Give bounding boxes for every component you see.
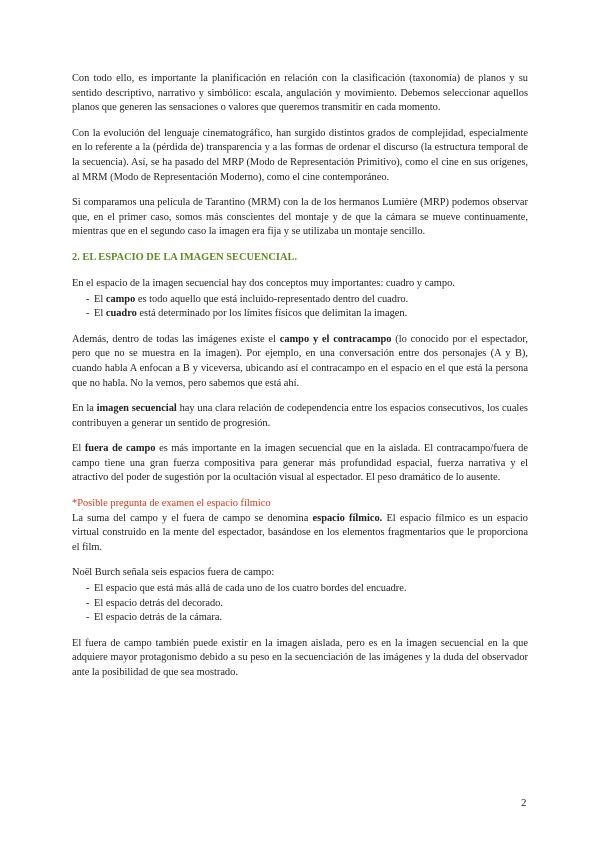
paragraph-imagen-secuencial: En la imagen secuencial hay una clara relación de codependencia entre los espacios consecutivos, los cuales contribuyen a generar un sentido de progresión. — [72, 403, 528, 429]
paragraph-evolucion: Con la evolución del lenguaje cinematográfico, han surgido distintos grados de complejidad, especialmente en lo referente a la (pérdida de) transparencia y a las formas de ordenar el discurso (la estructura temporal de la secuencia). Así, se ha pasado del MRP (Modo de Representación Primitivo), como el cine en sus orígenes, al MRM (Modo de Representación Moderno), como el cine contemporáneo. — [72, 127, 528, 183]
term-espacio-filmico: espacio fílmico. — [312, 512, 383, 524]
exam-note: *Posible pregunta de examen el espacio fílmico — [72, 498, 271, 510]
paragraph-contracampo: Además, dentro de todas las imágenes existe el campo y el contracampo (lo conocido por el espectador, pero que no se muestra en la imagen). Por ejemplo, en una conversación entre dos personajes (A y B), cuando habla A enfocan a B y viceversa, ubicando así el contracampo en el espacio en el que está la persona que no habla. No la vemos, pero sabemos que está ahí. — [72, 333, 529, 389]
list-item: - El espacio detrás de la cámara. — [72, 611, 528, 626]
dash-bullet: - — [86, 293, 90, 305]
list-item: - El espacio detrás del decorado. — [72, 597, 528, 612]
term-campo: campo — [105, 293, 136, 305]
dash-bullet: - — [86, 597, 90, 609]
paragraph-espacio-filmico: La suma del campo y el fuera de campo se denomina espacio fílmico. El espacio fílmico es un espacio virtual construido en la mente del espectador, basándose en los elementos fragmentarios que le proporciona el film. — [72, 512, 528, 553]
section-heading: 2. EL ESPACIO DE LA IMAGEN SECUENCIAL. — [72, 251, 297, 263]
paragraph-tarantino: Si comparamos una película de Tarantino (MRM) con la de los hermanos Lumière (MRP) podemos observar que, en el primer caso, somos más conscientes del montaje y de que la cámara se mueve continuamente, mientras que en el segundo caso la imagen era fija y se utilizaba un montaje sencillo. — [72, 197, 528, 238]
term-imagen-secuencial: imagen secuencial — [96, 403, 177, 415]
document-page — [72, 72, 528, 692]
list-item: - El campo es todo aquello que está incluido-representado dentro del cuadro. — [72, 293, 528, 308]
page-number: 2 — [521, 797, 527, 809]
dash-bullet: - — [86, 612, 90, 624]
burch-list — [72, 582, 528, 626]
term-campo-contracampo: campo y el contracampo — [279, 333, 392, 345]
paragraph-final: El fuera de campo también puede existir en la imagen aislada, pero es en la imagen secuencial en la que adquiere mayor protagonismo debido a su peso en la secuenciación de las imágenes y la duda del observador ante la posibilidad de que sea mostrado. — [72, 637, 528, 678]
paragraph-burch: Noël Burch señala seis espacios fuera de campo: — [72, 567, 275, 579]
paragraph-planificacion: Con todo ello, es importante la planificación en relación con la clasificación (taxonomía) de planos y su sentido descriptivo, narrativo y simbólico: escala, angulación y movimiento. Debemos seleccionar aquellos planos que generen las sensaciones o valores que queremos transmitir en cada momento. — [72, 73, 528, 114]
list-item: - El cuadro está determinado por los límites físicos que delimitan la imagen. — [72, 307, 528, 322]
paragraph-fuera-de-campo: El fuera de campo es más importante en la imagen secuencial que en la aislada. El contracampo/fuera de campo tiene una gran fuerza compositiva para generar más profundidad espacial, fuerza narrativa y el atractivo del poder de sugestión por la ocultación visual al espectador. El peso dramático de lo ausente. — [72, 443, 528, 484]
paragraph-intro: En el espacio de la imagen secuencial hay dos conceptos muy importantes: cuadro y campo. — [72, 277, 455, 289]
dash-bullet: - — [86, 308, 90, 320]
dash-bullet: - — [86, 583, 90, 595]
concepts-list — [72, 293, 528, 322]
term-cuadro: cuadro — [105, 308, 137, 320]
list-item: - El espacio que está más allá de cada uno de los cuatro bordes del encuadre. — [72, 582, 528, 597]
term-fuera-de-campo: fuera de campo — [84, 443, 156, 455]
